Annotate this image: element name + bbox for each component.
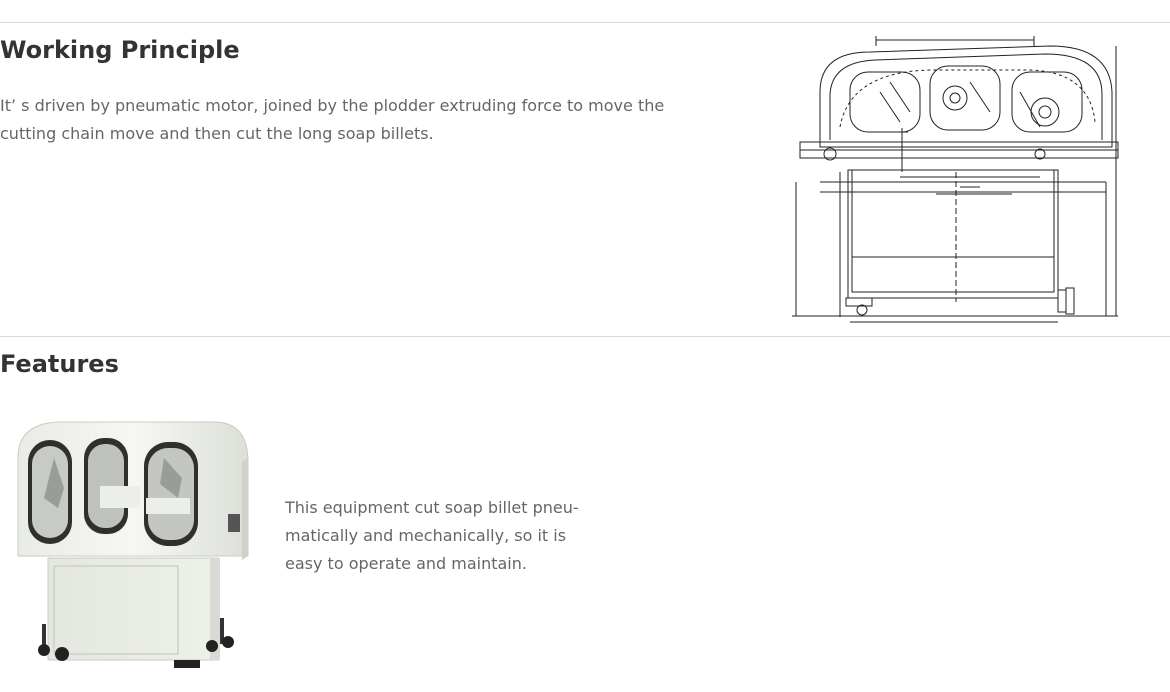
working-principle-title: Working Principle [0,36,240,64]
soap-cutter-machine-icon [14,418,254,674]
features-title: Features [0,350,119,378]
features-line-2: matically and mechanically, so it is [285,526,567,545]
machine-svg [14,418,254,674]
technical-drawing-svg [790,32,1122,326]
top-divider [0,22,1170,23]
middle-divider [0,336,1170,337]
working-principle-line-1: It’ s driven by pneumatic motor, joined by the plodder extruding force to move the [0,96,665,115]
working-principle-line-2: cutting chain move and then cut the long soap billets. [0,124,434,143]
features-line-1: This equipment cut soap billet pneu- [285,498,579,517]
features-line-3: easy to operate and maintain. [285,554,527,573]
technical-drawing-icon [790,32,1122,326]
